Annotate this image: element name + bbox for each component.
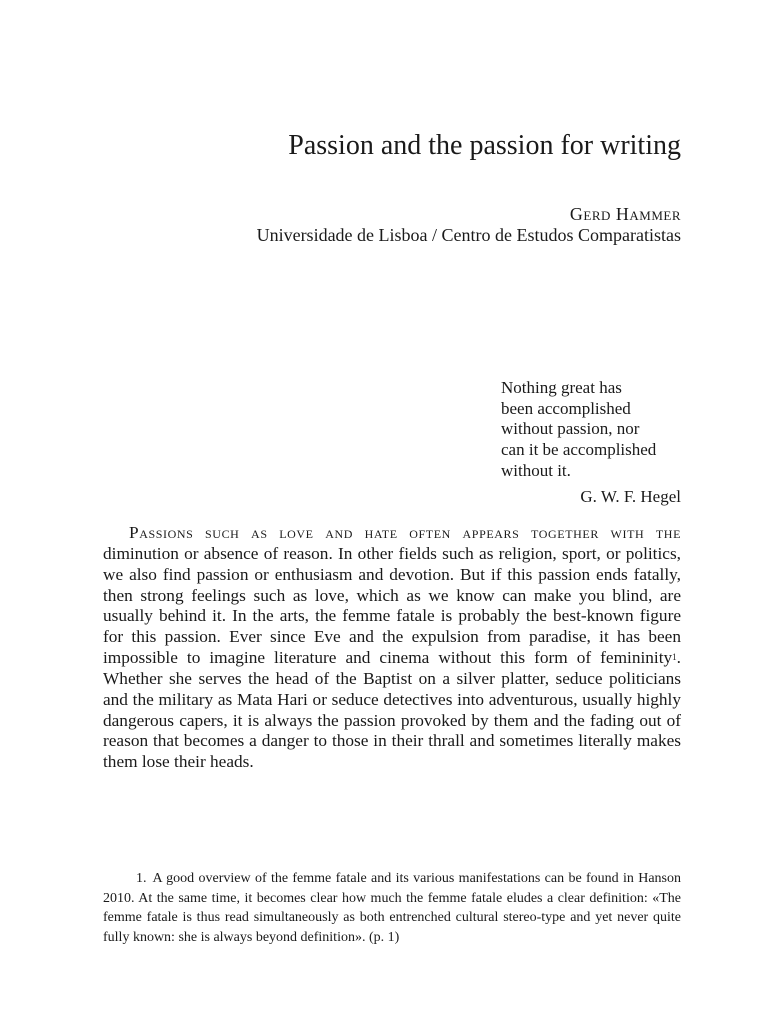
epigraph-quote xyxy=(501,378,691,482)
epigraph-line: without passion, nor xyxy=(501,419,640,439)
article-title: Passion and the passion for writing xyxy=(288,130,681,161)
footnote-reference[interactable]: 1 xyxy=(672,652,677,663)
footnote xyxy=(103,869,681,947)
author-name: Gerd Hammer xyxy=(569,204,681,224)
epigraph-attribution: G. W. F. Hegel xyxy=(580,487,681,506)
epigraph-line: can it be accomplished xyxy=(501,440,657,460)
paragraph-lead-in: Passions such as love and hate often appears together with the xyxy=(129,523,681,542)
epigraph-line: Nothing great has xyxy=(501,378,622,397)
author-affiliation: Universidade de Lisboa / Centro de Estudos Comparatistas xyxy=(256,225,681,245)
epigraph-line: been accomplished xyxy=(501,398,631,418)
paragraph-text-part2: . Whether she serves the head of the Baptist on a silver platter, seduce politicians and the military as Mata Hari or seduce detectives into adventurous, usually highly dangerous capers, it is always the passion provoked by them and the fading out of reason that becomes a danger to those in their thrall and sometimes literally makes them lose their heads. xyxy=(103,648,681,772)
epigraph-line: without it. xyxy=(501,460,571,480)
body-paragraph xyxy=(103,523,681,773)
footnote-text: A good overview of the femme fatale and its various manifestations can be found in Hanson 2010. At the same time, it becomes clear how much the femme fatale eludes a clear definition: «The femme fatale is thus read simultaneously as both entrenched cultural stereo-type and yet never quite fully known: she is always beyond definition». (p. 1) xyxy=(103,871,681,945)
footnote-number: 1. xyxy=(136,871,147,886)
paragraph-text-part1: diminution or absence of reason. In other fields such as religion, sport, or politics, we also find passion or enthusiasm and devotion. But if this passion ends fatally, then strong feelings such as love, which as we know can make you blind, are usually behind it. In the arts, the femme fatale is probably the best-known figure for this passion. Ever since Eve and the expulsion from paradise, it has been impossible to imagine literature and cinema without this form of femininity xyxy=(103,543,681,668)
